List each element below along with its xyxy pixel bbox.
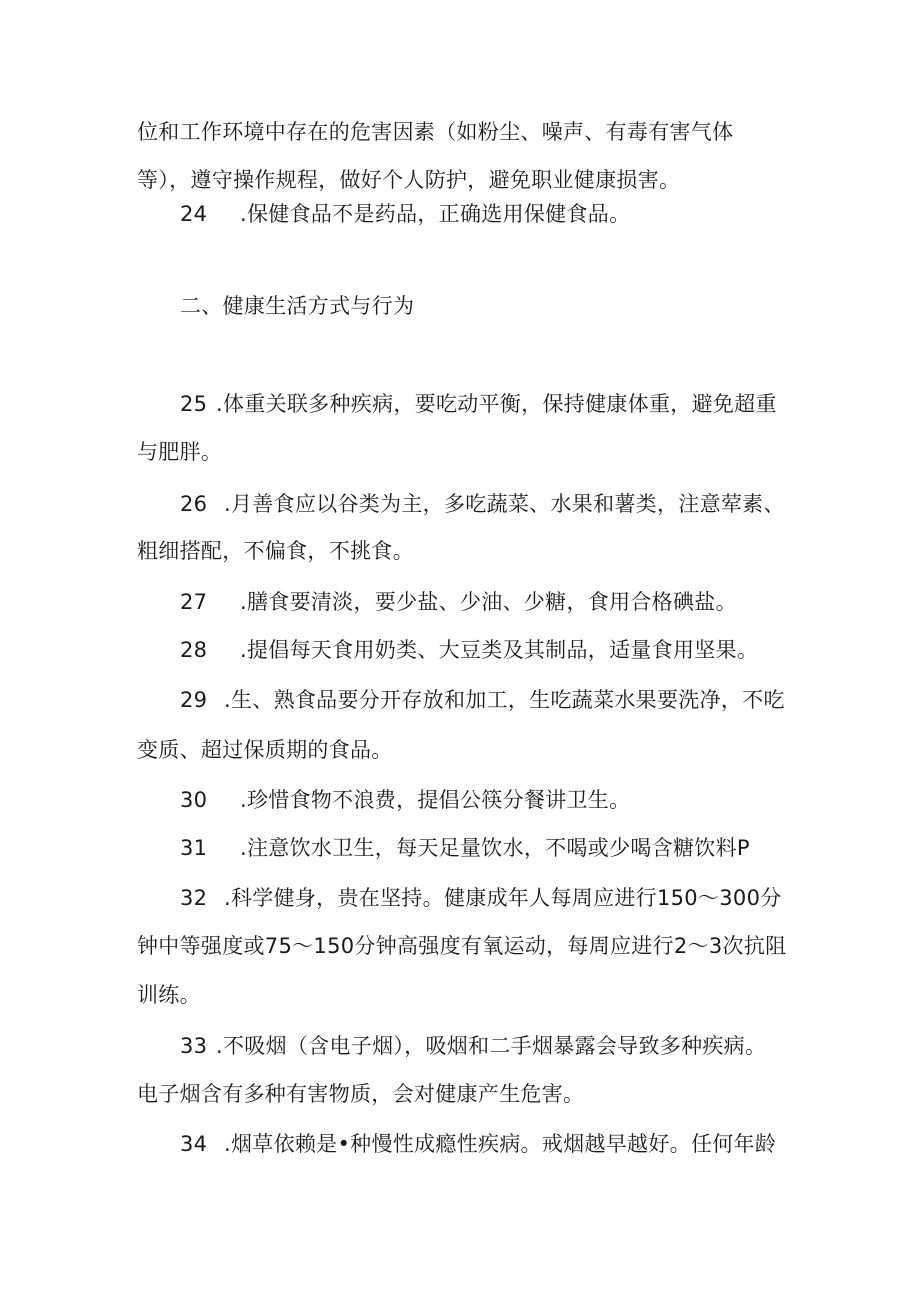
list-item-33 — [180, 1032, 766, 1060]
item-number: 30 — [180, 788, 208, 812]
list-item-30 — [180, 786, 630, 814]
item-text: .提倡每天食用奶类、大豆类及其制品，适量食用坚果。 — [240, 638, 759, 662]
text-line: 变质、超过保质期的食品。 — [137, 738, 393, 762]
item-number: 27 — [180, 590, 208, 614]
list-item-31 — [180, 834, 750, 862]
list-item-28 — [180, 636, 758, 664]
list-item-27 — [180, 588, 737, 616]
item-number: 26 — [180, 492, 208, 516]
item-number: 29 — [180, 688, 208, 712]
item-text: .体重关联多种疾病，要吃动平衡，保持健康体重，避免超重 — [216, 392, 777, 416]
text-line: 位和工作环境中存在的危害因素（如粉尘、噪声、有毒有害气体 — [137, 120, 734, 144]
item-text: .保健食品不是药品，正确选用保健食品。 — [240, 202, 631, 226]
item-text: .月善食应以谷类为主，多吃蔬菜、水果和薯类，注意荤素、 — [224, 492, 785, 516]
item-number: 28 — [180, 638, 208, 662]
text-line: 训练。 — [137, 983, 201, 1007]
item-number: 33 — [180, 1034, 208, 1058]
text-line: 钟中等强度或75～150分钟高强度有氧运动，每周应进行2～3次抗阻 — [137, 934, 787, 958]
item-text: .珍惜食物不浪费，提倡公筷分餐讲卫生。 — [240, 788, 631, 812]
text-line: 电子烟含有多种有害物质，会对健康产生危害。 — [137, 1082, 585, 1106]
item-text: .科学健身，贵在坚持。健康成年人每周应进行150～300分 — [224, 886, 782, 910]
item-text: .烟草依赖是•种慢性成瘾性疾病。戒烟越早越好。任何年龄 — [224, 1132, 777, 1156]
text-line: 粗细搭配，不偏食，不挑食。 — [137, 539, 414, 563]
item-text: .生、熟食品要分开存放和加工，生吃蔬菜水果要洗净，不吃 — [224, 688, 785, 712]
item-text: .注意饮水卫生，每天足量饮水，不喝或少喝含糖饮料P — [240, 836, 750, 860]
list-item-29 — [180, 686, 785, 714]
list-item-26 — [180, 490, 785, 518]
list-item-32 — [180, 884, 782, 912]
item-number: 34 — [180, 1132, 208, 1156]
item-number: 32 — [180, 886, 208, 910]
list-item-34 — [180, 1130, 776, 1158]
item-number: 24 — [180, 202, 208, 226]
text-line: 等），遵守操作规程，做好个人防护，避免职业健康损害。 — [137, 168, 681, 192]
item-text: .不吸烟（含电子烟），吸烟和二手烟暴露会导致多种疾病。 — [216, 1034, 767, 1058]
list-item-24 — [180, 200, 630, 228]
section-heading: 二、健康生活方式与行为 — [180, 294, 415, 318]
text-line: 与肥胖。 — [137, 440, 223, 464]
item-number: 31 — [180, 836, 208, 860]
item-number: 25 — [180, 392, 208, 416]
item-text: .膳食要清淡，要少盐、少油、少糖，食用合格碘盐。 — [240, 590, 737, 614]
list-item-25 — [180, 390, 777, 418]
